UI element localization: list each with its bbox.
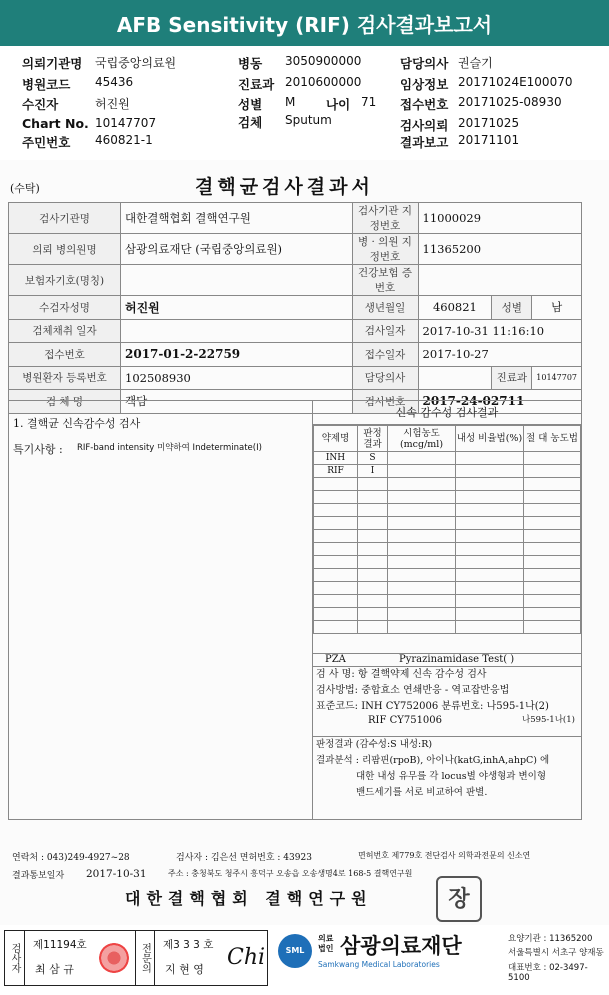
specialist-name: 지 현 영 — [165, 963, 204, 976]
result-line: 밴드세기를 서로 비교하여 판별. — [356, 787, 488, 798]
cell-name-label: 수검자성명 — [9, 296, 121, 320]
paper-title: 결핵균검사결과서 — [195, 176, 374, 198]
method-rif-code: RIF CY751006 — [368, 715, 443, 726]
susceptibility-table — [313, 425, 581, 634]
value-request: 20171025 — [458, 116, 520, 130]
footer-report-date: 2017-10-31 — [86, 868, 147, 880]
method-line-rif — [316, 715, 581, 726]
cell-dept-label: 진료과 — [492, 366, 532, 390]
label-chart: Chart No. — [22, 116, 89, 131]
label-patient: 수진자 — [22, 97, 59, 112]
sml-logo-icon: SML — [278, 934, 312, 968]
method-rif-class: 나595-1나(1) — [522, 715, 575, 725]
label-doctor: 담당의사 — [400, 56, 449, 71]
cell-patient-no-label: 병원환자 등록번호 — [9, 366, 121, 390]
suttak-label: (수탁) — [10, 182, 40, 195]
col-absolute: 절 대 농도법 — [524, 426, 581, 452]
cell-insurer — [121, 265, 353, 296]
cell-insurer-label: 보험자기호(명칭) — [9, 265, 121, 296]
value-specimen: Sputum — [285, 113, 332, 127]
patient-info — [0, 50, 609, 155]
report-grid — [8, 202, 582, 414]
section-title: 1. 결핵균 신속감수성 검사 — [13, 417, 141, 430]
inspector-stamp — [99, 943, 129, 973]
drug-name: INH — [314, 452, 358, 465]
method-line: 표준코드: INH CY752006 분류번호: 나595-1나(2) — [316, 701, 549, 712]
col-drug: 약제명 — [314, 426, 358, 452]
cell-hosp-label: 의뢰 병의원명 — [9, 234, 121, 265]
scanned-report — [0, 160, 609, 925]
special-note: RIF-band intensity 미약하여 Indeterminate(I) — [77, 443, 262, 453]
drug-result: I — [358, 465, 388, 478]
value-chart: 10147707 — [95, 116, 157, 130]
cell-name: 허진원 — [121, 296, 353, 320]
cell-recv-no-label: 접수번호 — [9, 343, 121, 367]
value-receipt: 20171025-08930 — [458, 95, 562, 109]
signers-box — [4, 930, 268, 986]
method-line: 검 사 명: 항 결핵약제 신속 감수성 검사 — [316, 669, 487, 680]
value-patient: 허진원 — [95, 97, 130, 111]
pza-label: PZA — [325, 654, 346, 665]
label-clinical: 임상정보 — [400, 77, 449, 92]
cell-hosp-no-label: 병 · 의원 지정번호 — [352, 234, 418, 265]
logo-en: Samkwang Medical Laboratories — [318, 960, 440, 969]
report-title-bar — [0, 0, 609, 46]
result-line: 대한 내성 유무를 각 locus별 야생형과 변이형 — [356, 771, 547, 782]
cell-dob: 460821 — [418, 296, 492, 320]
bottom-bar — [0, 930, 609, 995]
result-line: 결과분석 : 리팜핀(rpoB), 아이나(katG,inhA,ahpC) 에 — [316, 755, 550, 766]
right-panel — [313, 401, 581, 819]
cell-hosp: 삼광의료재단 (국립중앙의료원) — [121, 234, 353, 265]
cell-sex-label: 성별 — [492, 296, 532, 320]
specialist-tag: 전문의 — [135, 931, 155, 985]
inspector-name: 최 삼 규 — [35, 963, 74, 976]
cell-hosp-no: 11365200 — [418, 234, 582, 265]
cell-agency-label: 검사기관명 — [9, 203, 121, 234]
lab-logo — [272, 930, 608, 986]
org-addr: 서울특별시 서초구 양재동 — [508, 948, 604, 958]
cell-health — [418, 265, 582, 296]
cell-test-no: 2017-24-02711 — [418, 390, 582, 414]
cell-patient-no: 102508930 — [121, 366, 353, 390]
inspector-no: 제11194호 — [33, 939, 87, 951]
cell-specimen: 객담 — [121, 390, 353, 414]
special-label: 특기사항 : — [13, 443, 63, 456]
cell-doctor-label: 담당의사 — [352, 366, 418, 390]
pza-test: Pyrazinamidase Test( ) — [399, 654, 515, 665]
cell-agency-no-label: 검사기관 지정번호 — [352, 203, 418, 234]
value-hospital-code: 45436 — [95, 75, 134, 89]
inspector-tag: 검사자 — [5, 931, 25, 985]
label-request: 검사의뢰 — [400, 118, 449, 133]
cell-recv-date-label: 접수일자 — [352, 343, 418, 367]
label-dept: 진료과 — [238, 77, 275, 92]
value-sex: M — [285, 95, 296, 109]
cell-collect — [121, 319, 353, 343]
footer-contact: 연락처 : 043)249-4927~28 — [12, 853, 130, 863]
org-tel: 대표번호 : 02-3497-5100 — [508, 963, 588, 983]
label-receipt: 접수번호 — [400, 97, 449, 112]
cell-test-no-label: 검사번호 — [352, 390, 418, 414]
label-sex: 성별 — [238, 97, 263, 112]
method-block — [313, 667, 581, 737]
footer-address: 주소 : 충청북도 청주시 흥덕구 오송읍 오송생명4로 168-5 결핵연구원 — [168, 869, 413, 878]
label-age: 나이 — [326, 97, 351, 112]
cell-test-date-label: 검사일자 — [352, 319, 418, 343]
value-resident-no: 460821-1 — [95, 133, 153, 147]
label-hospital-code: 병원코드 — [22, 77, 71, 92]
specialist-no: 제3 3 3 호 — [163, 939, 214, 951]
drug-result: S — [358, 452, 388, 465]
cell-health-label: 건강보험 증번호 — [352, 265, 418, 296]
value-clinical: 20171024E100070 — [458, 75, 573, 89]
cell-agency-no: 11000029 — [418, 203, 582, 234]
report-title: AFB Sensitivity (RIF) 검사결과보고서 — [116, 12, 493, 37]
left-panel — [9, 401, 313, 819]
logo-name: 삼광의료재단 — [340, 934, 462, 958]
cell-recv-date: 2017-10-27 — [418, 343, 582, 367]
drug-name: RIF — [314, 465, 358, 478]
result-line: 판정결과 (감수성:S 내성:R) — [316, 739, 433, 750]
col-conc: 시험농도 (mcg/ml) — [388, 426, 456, 452]
cell-specimen-label: 검 체 명 — [9, 390, 121, 414]
value-age: 71 — [361, 95, 377, 109]
cell-test-date: 2017-10-31 11:16:10 — [418, 319, 582, 343]
cell-recv-no: 2017-01-2-22759 — [121, 343, 353, 367]
result-block — [313, 737, 581, 801]
signature: Chi — [227, 945, 266, 970]
value-doctor: 권슬기 — [458, 56, 493, 70]
value-dept: 2010600000 — [285, 75, 362, 89]
label-specimen: 검체 — [238, 115, 263, 130]
label-resident-no: 주민번호 — [22, 135, 71, 150]
cell-agency: 대한결핵협회 결핵연구원 — [121, 203, 353, 234]
method-line: 검사방법: 중합효소 연쇄반응 - 역교잡반응법 — [316, 685, 510, 696]
value-agency: 국립중앙의료원 — [95, 56, 177, 70]
footer-report-label: 결과통보일자 — [12, 871, 65, 881]
org-code: 요양기관 : 11365200 — [508, 934, 593, 944]
cell-collect-label: 검체채취 일자 — [9, 319, 121, 343]
col-ratio: 내성 비율법(%) — [456, 426, 524, 452]
cell-sex: 남 — [532, 296, 582, 320]
pza-row — [313, 653, 581, 667]
footer-inspector: 검사자 : 김은선 면허번호 : 43923 — [176, 853, 312, 863]
col-result: 판정 결과 — [358, 426, 388, 452]
logo-prefix: 의료 법인 — [318, 934, 334, 953]
result-title: 신속 감수성 검사결과 — [313, 401, 581, 425]
label-report: 결과보고 — [400, 135, 449, 150]
cell-dob-label: 생년월일 — [352, 296, 418, 320]
org-signature: 대한결핵협회 결핵연구원 — [125, 889, 373, 908]
cell-dept: 10147707 — [532, 366, 582, 390]
value-ward: 3050900000 — [285, 54, 362, 68]
value-report: 20171101 — [458, 133, 520, 147]
footer-license: 면허번호 제779호 전단검사 의학과전문의 신소연 — [358, 851, 531, 860]
org-seal: 장 — [436, 876, 482, 922]
label-agency: 의뢰기관명 — [22, 56, 83, 71]
cell-doctor — [418, 366, 492, 390]
label-ward: 병동 — [238, 56, 263, 71]
susceptibility-section — [8, 400, 582, 820]
